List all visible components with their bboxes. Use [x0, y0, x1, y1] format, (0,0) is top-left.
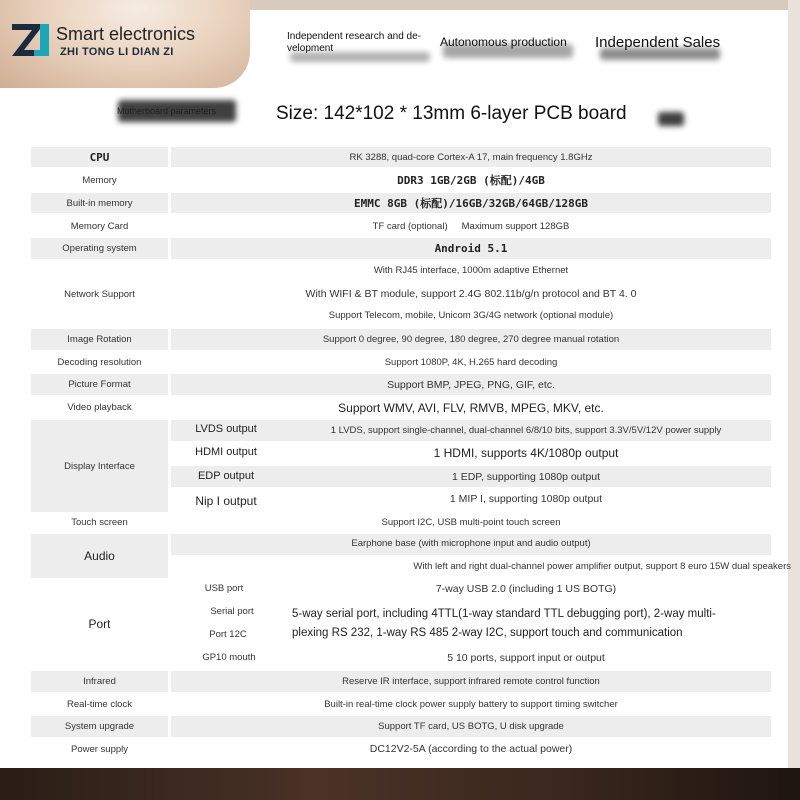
header-sales: Independent Sales [595, 34, 721, 51]
display-lvds-label: LVDS output [195, 423, 257, 435]
board-size-title: Size: 142*102 * 13mm 6-layer PCB board [276, 103, 627, 124]
spec-label: Port [88, 617, 111, 631]
spec-label: Audio [31, 534, 168, 578]
spec-value: EMMC 8GB (标配)/16GB/32GB/64GB/128GB [171, 193, 771, 213]
spec-value: Support I2C, USB multi-point touch screen [381, 517, 561, 528]
port-serial-label: Serial port [210, 606, 254, 617]
display-mipi-value: 1 MIP I, supporting 1080p output [449, 493, 603, 505]
spec-value: DDR3 1GB/2GB (标配)/4GB [397, 174, 545, 187]
spec-row-touch [31, 512, 771, 533]
port-usb-value: 7-way USB 2.0 (including 1 US BOTG) [435, 583, 617, 595]
spec-label: Decoding resolution [57, 356, 142, 368]
port-gpio-label: GP10 mouth [202, 652, 256, 663]
spec-label: Memory [82, 174, 117, 186]
spec-value: Android 5.1 [171, 238, 771, 259]
spec-label: Power supply [70, 743, 129, 755]
spec-label: Network Support [64, 288, 135, 300]
display-hdmi-value: 1 HDMI, supports 4K/1080p output [433, 446, 619, 460]
brand-logo-plate [0, 0, 250, 88]
spec-row-rtc [31, 693, 771, 715]
spec-value: RK 3288, quad-core Cortex-A 17, main frequency 1.8GHz [171, 147, 771, 167]
spec-label: CPU [31, 147, 168, 167]
spec-label: Video playback [67, 402, 132, 413]
spec-value: Support 0 degree, 90 degree, 180 degree, 270 degree manual rotation [171, 329, 771, 350]
port-12c-label: Port 12C [209, 629, 247, 640]
display-edp-value: 1 EDP, supporting 1080p output [451, 471, 601, 483]
redaction-blot [658, 112, 684, 126]
spec-label: Infrared [31, 671, 168, 692]
memory-card-type: TF card (optional) [372, 220, 448, 232]
spec-value: Support 1080P, 4K, H.265 hard decoding [384, 356, 558, 368]
spec-label: Built-in memory [31, 193, 168, 213]
redaction-blot [290, 52, 430, 62]
spec-label: Image Rotation [31, 329, 168, 350]
spec-row-power [31, 738, 771, 760]
port-serial-value-cont: plexing RS 232, 1-way RS 485 2-way I2C, support touch and communication [292, 627, 683, 639]
spec-row-cpu [31, 147, 771, 167]
port-serial-value: 5-way serial port, including 4TTL(1-way standard TTL debugging port), 2-way multi- [292, 608, 716, 620]
display-lvds-value: 1 LVDS, support single-channel, dual-channel 6/8/10 bits, support 3.3V/5V/12V power supply [330, 425, 722, 436]
spec-row-display [31, 420, 771, 512]
spec-value: Support WMV, AVI, FLV, RMVB, MPEG, MKV, etc. [338, 400, 604, 415]
redaction-blot [600, 48, 720, 60]
spec-row-os [31, 238, 771, 259]
brand-subtitle: ZHI TONG LI DIAN ZI [60, 46, 174, 58]
display-edp-label: EDP output [197, 470, 255, 482]
spec-row-infrared [31, 671, 771, 692]
spec-row-memory [31, 169, 771, 191]
spec-label: Touch screen [71, 517, 128, 528]
audio-line: With left and right dual-channel power amplifier output, support 8 euro 15W dual speakers [413, 561, 791, 572]
spec-row-image-rotation [31, 329, 771, 350]
bottom-wood-border [0, 768, 800, 800]
spec-value: Support BMP, JPEG, PNG, GIF, etc. [171, 374, 771, 395]
spec-label: Memory Card [70, 220, 129, 232]
spec-label: System upgrade [31, 716, 168, 737]
spec-row-network [31, 260, 771, 328]
spec-row-video [31, 396, 771, 419]
spec-row-port [31, 578, 771, 670]
spec-label: Picture Format [31, 374, 168, 395]
spec-value [171, 215, 771, 237]
motherboard-parameters-label: Motherboard parameters [117, 106, 217, 116]
port-usb-label: USB port [204, 583, 244, 594]
spec-label: Display Interface [31, 420, 168, 512]
spec-label: Real-time clock [67, 698, 132, 710]
header-production: Autonomous production [440, 35, 567, 49]
display-hdmi-label: HDMI output [195, 446, 257, 458]
spec-row-audio [31, 534, 791, 578]
spec-row-builtin-memory [31, 193, 771, 213]
spec-row-picture-format [31, 374, 771, 395]
right-frame-border [788, 0, 800, 800]
zl-logo-icon [10, 20, 52, 60]
network-line: With RJ45 interface, 1000m adaptive Ethernet [373, 265, 569, 276]
memory-card-max: Maximum support 128GB [461, 220, 570, 232]
redaction-blot [443, 44, 573, 58]
audio-line: Earphone base (with microphone input and audio output) [351, 538, 591, 549]
network-line: Support Telecom, mobile, Unicom 3G/4G network (optional module) [328, 310, 614, 321]
spec-row-upgrade [31, 716, 771, 737]
header-research: Independent research and de- velopment [287, 31, 421, 54]
spec-label: Operating system [31, 238, 168, 259]
port-gpio-value: 5 10 ports, support input or output [447, 652, 605, 664]
spec-value: Built-in real-time clock power supply battery to support timing switcher [324, 698, 618, 710]
network-line: With WIFI & BT module, support 2.4G 802.11b/g/n protocol and BT 4. 0 [305, 288, 637, 300]
brand-name: Smart electronics [56, 24, 196, 44]
spec-value: Support TF card, US BOTG, U disk upgrade [171, 716, 771, 737]
spec-value: DC12V2-5A (according to the actual power) [369, 743, 573, 755]
spec-row-decoding [31, 351, 771, 373]
spec-value: Reserve IR interface, support infrared remote control function [171, 671, 771, 692]
display-mipi-label: Nip I output [195, 494, 257, 508]
spec-row-memory-card [31, 215, 771, 237]
